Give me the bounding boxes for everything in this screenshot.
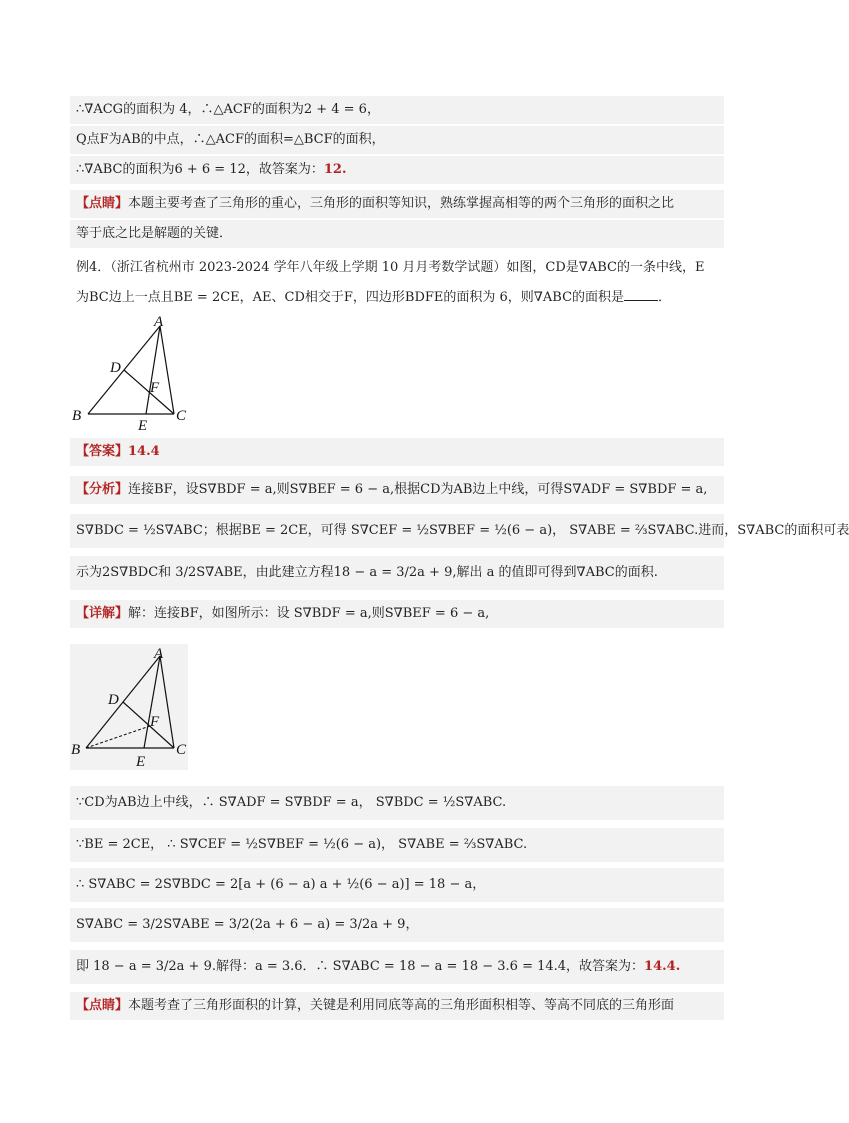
label-A-2: A	[154, 646, 164, 662]
final-comment-text: 本题考查了三角形面积的计算，关键是利用同底等高的三角形面积相等、等高不同底的三角形面	[128, 998, 675, 1013]
triangle-figure-1	[70, 312, 190, 432]
answer-label: 【答案】	[76, 444, 129, 459]
analysis-line-1	[70, 476, 724, 504]
detail-text-1: 解：连接BF，如图所示：设 S∇BDF = a,则S∇BEF = 6 − a,	[128, 606, 490, 621]
solution-line-3	[70, 156, 724, 184]
label-C: C	[176, 408, 187, 424]
analysis-text-1: 连接BF，设S∇BDF = a,则S∇BEF = 6 − a,根据CD为AB边上中线，可得S∇ADF = S∇BDF = a,	[128, 482, 708, 497]
comment-line-2: 等于底之比是解题的关键．	[70, 220, 724, 248]
label-E: E	[138, 418, 148, 434]
example-line-2	[70, 284, 724, 312]
comment-label: 【点睛】	[76, 196, 129, 211]
detail-line-1	[70, 600, 724, 628]
label-F: F	[150, 380, 160, 396]
answer-line	[70, 438, 724, 466]
solution-line-2: Q点F为AB的中点，∴△ACF的面积=△BCF的面积，	[70, 126, 724, 154]
step-line-4: S∇ABC = 3/2S∇ABE = 3/2(2a + 6 − a) = 3/2a + 9，	[70, 908, 724, 942]
step-line-1: ∵CD为AB边上中线，∴ S∇ADF = S∇BDF = a， S∇BDC = ½S∇ABC.	[70, 786, 724, 820]
label-C-2: C	[176, 742, 187, 758]
example-text-2: 为BC边上一点且BE = 2CE，AE、CD相交于F，四边形BDFE的面积为 6，则∇ABC的面积是	[76, 290, 625, 305]
analysis-label: 【分析】	[76, 482, 129, 497]
step-line-5	[70, 950, 724, 984]
example-end: ．	[658, 290, 672, 305]
label-A: A	[154, 314, 164, 330]
final-comment-line	[70, 992, 724, 1020]
analysis-line-3: 示为2S∇BDC和 3/2S∇ABE，由此建立方程18 − a = 3/2a + 9,解出 a 的值即可得到∇ABC的面积.	[70, 556, 724, 590]
label-B-2: B	[71, 742, 81, 758]
step-line-3: ∴ S∇ABC = 2S∇BDC = 2[a + (6 − a) a + ½(6 − a)] = 18 − a，	[70, 868, 724, 902]
solution-line-3-text: ∴∇ABC的面积为6 + 6 = 12，故答案为：	[76, 162, 324, 177]
label-F-2: F	[150, 714, 160, 730]
detail-label: 【详解】	[76, 606, 129, 621]
solution-line-1: ∴∇ACG的面积为 4，∴△ACF的面积为2 + 4 = 6，	[70, 96, 724, 124]
comment-text-1: 本题主要考查了三角形的重心，三角形的面积等知识，熟练掌握高相等的两个三角形的面积之比	[128, 196, 675, 211]
answer-value: 14.4	[128, 444, 160, 459]
step-line-2: ∵BE = 2CE， ∴ S∇CEF = ½S∇BEF = ½(6 − a)， S∇ABE = ⅔S∇ABC.	[70, 828, 724, 862]
final-answer: 14.4.	[644, 959, 681, 974]
label-B: B	[72, 408, 82, 424]
answer-blank	[624, 286, 658, 301]
step-text-5: 即 18 − a = 3/2a + 9.解得：a = 3.6．∴ S∇ABC = 18 − a = 18 − 3.6 = 14.4，故答案为：	[76, 959, 645, 974]
example-line-1: 例4．（浙江省杭州市 2023-2024 学年八年级上学期 10 月月考数学试题）如图，CD是∇ABC的一条中线，E	[76, 260, 705, 275]
triangle-figure-2	[70, 644, 188, 770]
label-E-2: E	[136, 754, 146, 770]
label-D-2: D	[108, 692, 119, 708]
final-comment-label: 【点睛】	[76, 998, 129, 1013]
label-D: D	[110, 360, 121, 376]
analysis-line-2: S∇BDC = ½S∇ABC；根据BE = 2CE，可得 S∇CEF = ½S∇BEF = ½(6 − a)， S∇ABE = ⅔S∇ABC.进而，S∇ABC的面积可表	[70, 514, 724, 548]
comment-line-1	[70, 190, 724, 218]
answer-12: 12.	[323, 162, 347, 177]
